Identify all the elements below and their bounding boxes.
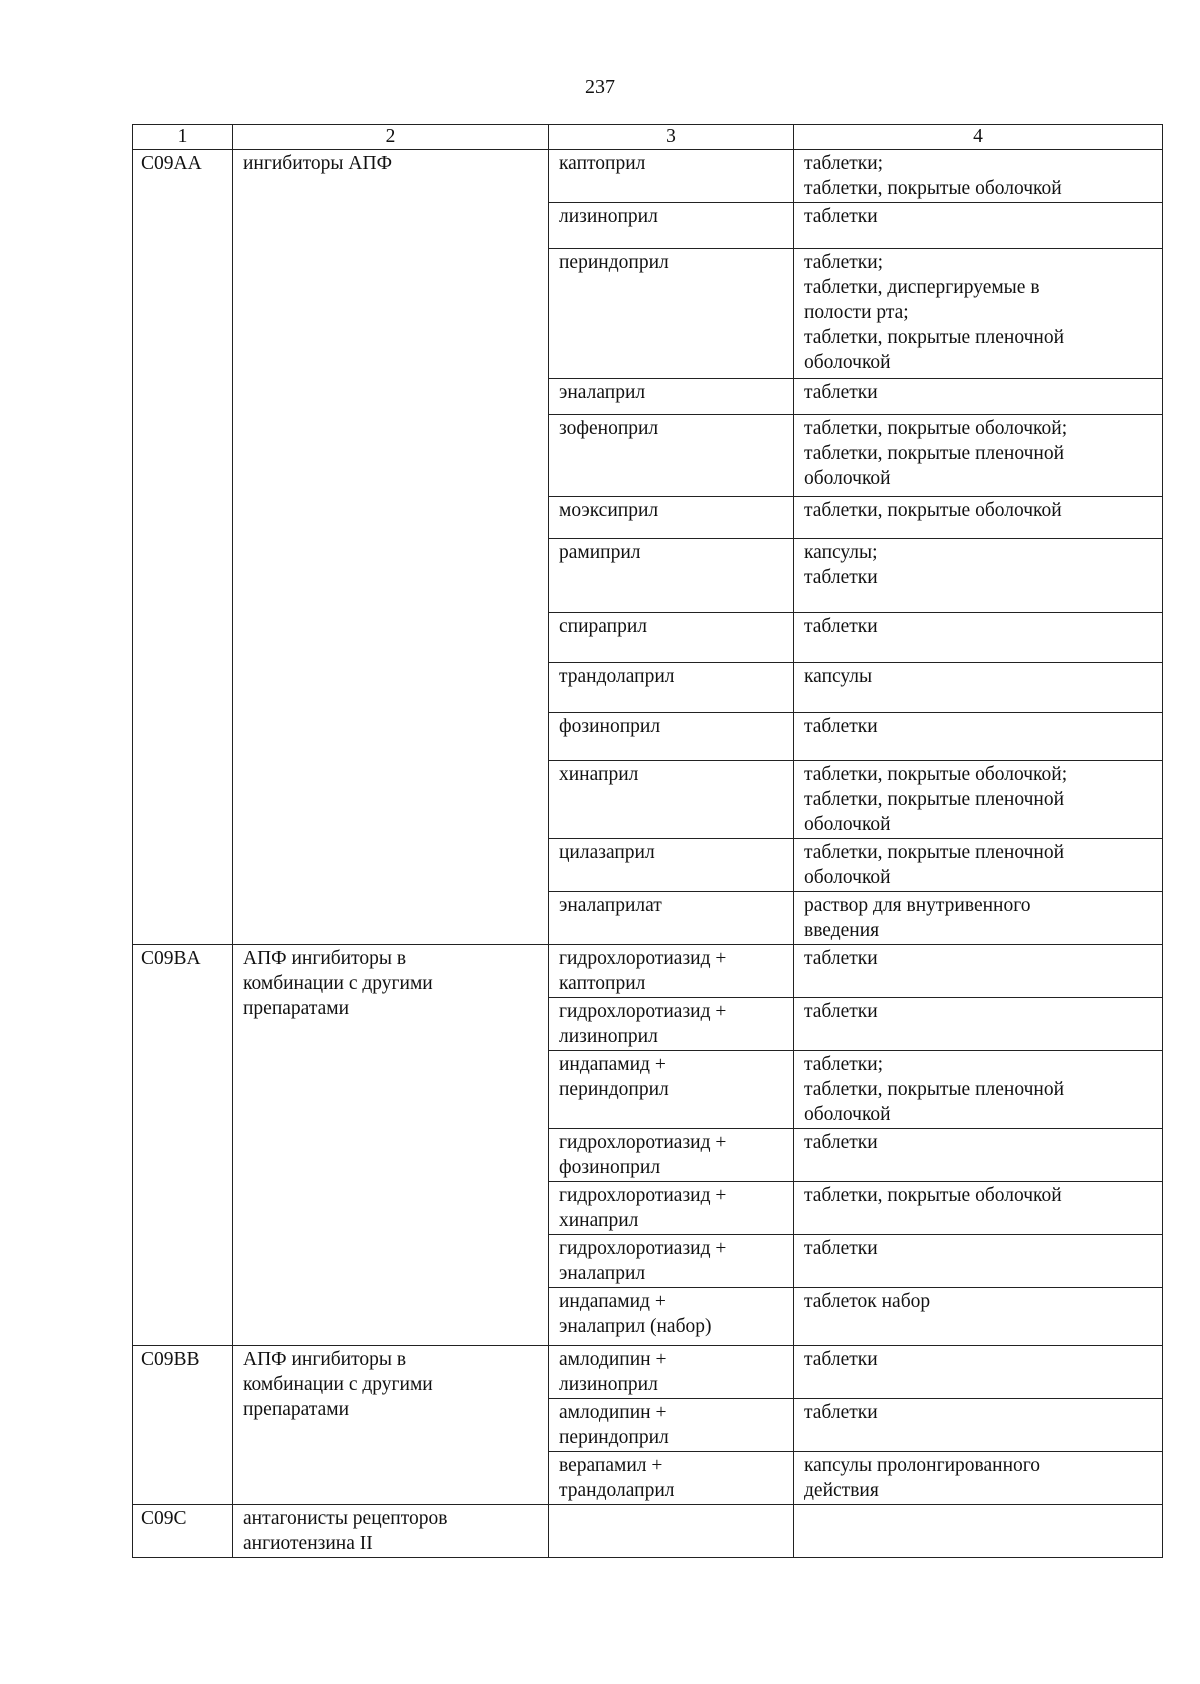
dosage-form-line: капсулы xyxy=(804,666,873,687)
table-row xyxy=(133,945,1163,998)
group-name-cell xyxy=(233,1505,549,1558)
dosage-form-cell xyxy=(794,1452,1163,1505)
group-name-line: препаратами xyxy=(243,1399,350,1420)
drug-name-cell xyxy=(549,203,794,249)
atc-code: C09C xyxy=(141,1508,187,1529)
dosage-form-line: раствор для внутривенного xyxy=(804,895,1031,916)
dosage-form-line: оболочкой xyxy=(804,468,891,489)
drug-name-line: хинаприл xyxy=(559,1210,639,1231)
dosage-form-line: таблетки, покрытые пленочной xyxy=(804,789,1065,810)
drug-name-line: эналаприлат xyxy=(559,895,662,916)
dosage-form-line: таблетки xyxy=(804,716,878,737)
group-name-line: ангиотензина II xyxy=(243,1533,373,1554)
drug-name-line: периндоприл xyxy=(559,252,669,273)
dosage-form-line: таблетки, покрытые оболочкой; xyxy=(804,418,1068,439)
group-name-cell xyxy=(233,945,549,1346)
drug-name-cell xyxy=(549,1452,794,1505)
drug-name-line: эналаприл (набор) xyxy=(559,1316,712,1337)
dosage-form-cell xyxy=(794,613,1163,663)
drug-name-cell xyxy=(549,892,794,945)
dosage-form-line: капсулы; xyxy=(804,542,878,563)
group-name-line: ингибиторы АПФ xyxy=(243,153,392,174)
dosage-form-line: таблетки, диспергируемые в xyxy=(804,277,1040,298)
drug-name-line: верапамил + xyxy=(559,1455,663,1476)
dosage-form-line: таблетки, покрытые пленочной xyxy=(804,1079,1065,1100)
drug-name-line: индапамид + xyxy=(559,1291,666,1312)
dosage-form-line: введения xyxy=(804,920,880,941)
drug-name-line: каптоприл xyxy=(559,153,646,174)
drug-name-line: трандолаприл xyxy=(559,1480,675,1501)
dosage-form-line: оболочкой xyxy=(804,867,891,888)
dosage-form-line: таблеток набор xyxy=(804,1291,931,1312)
dosage-form-line: таблетки xyxy=(804,206,878,227)
dosage-form-cell xyxy=(794,1235,1163,1288)
dosage-form-line: таблетки xyxy=(804,1238,878,1259)
dosage-form-cell xyxy=(794,1399,1163,1452)
drug-name-cell xyxy=(549,1399,794,1452)
drug-name-line: моэксиприл xyxy=(559,500,659,521)
drug-name-cell xyxy=(549,945,794,998)
drug-name-cell xyxy=(549,613,794,663)
drug-name-line: гидрохлоротиазид + xyxy=(559,1001,727,1022)
dosage-form-cell xyxy=(794,761,1163,839)
drug-name-line: эналаприл xyxy=(559,382,646,403)
drug-name-line: амлодипин + xyxy=(559,1349,667,1370)
drug-table xyxy=(132,124,1163,1558)
drug-name-line: периндоприл xyxy=(559,1079,669,1100)
dosage-form-cell xyxy=(794,150,1163,203)
page-number: 237 xyxy=(585,76,615,98)
atc-code: C09BA xyxy=(141,948,201,969)
drug-name-cell xyxy=(549,713,794,761)
dosage-form-line: таблетки; xyxy=(804,153,884,174)
drug-name-line: лизиноприл xyxy=(559,206,658,227)
drug-name-line: индапамид + xyxy=(559,1054,666,1075)
atc-code-cell xyxy=(133,150,233,945)
dosage-form-line: таблетки; xyxy=(804,1054,884,1075)
drug-name-line: амлодипин + xyxy=(559,1402,667,1423)
dosage-form-cell xyxy=(794,539,1163,613)
drug-name-line: периндоприл xyxy=(559,1427,669,1448)
dosage-form-line: оболочкой xyxy=(804,814,891,835)
drug-name-cell xyxy=(549,539,794,613)
dosage-form-cell xyxy=(794,663,1163,713)
dosage-form-line: таблетки xyxy=(804,1132,878,1153)
header-row xyxy=(133,125,1163,150)
drug-name-line: лизиноприл xyxy=(559,1374,658,1395)
dosage-form-line: таблетки, покрытые пленочной xyxy=(804,443,1065,464)
group-name-line: АПФ ингибиторы в xyxy=(243,1349,407,1370)
drug-name-cell xyxy=(549,663,794,713)
header-col-4: 4 xyxy=(794,125,1163,150)
drug-name-line: гидрохлоротиазид + xyxy=(559,1185,727,1206)
drug-name-cell xyxy=(549,497,794,539)
drug-name-line: лизиноприл xyxy=(559,1026,658,1047)
dosage-form-cell xyxy=(794,379,1163,415)
drug-name-line: трандолаприл xyxy=(559,666,675,687)
dosage-form-line: таблетки xyxy=(804,948,878,969)
dosage-form-cell xyxy=(794,1129,1163,1182)
dosage-form-cell xyxy=(794,249,1163,379)
dosage-form-line: таблетки, покрытые пленочной xyxy=(804,327,1065,348)
atc-code: C09BB xyxy=(141,1349,200,1370)
atc-code-cell xyxy=(133,1505,233,1558)
drug-name-cell xyxy=(549,379,794,415)
dosage-form-cell xyxy=(794,713,1163,761)
drug-name-line: фозиноприл xyxy=(559,716,661,737)
drug-name-cell xyxy=(549,1129,794,1182)
group-name-line: АПФ ингибиторы в xyxy=(243,948,407,969)
table-row xyxy=(133,1505,1163,1558)
drug-name-cell xyxy=(549,1288,794,1346)
atc-code: C09AA xyxy=(141,153,202,174)
dosage-form-line: таблетки, покрытые оболочкой xyxy=(804,500,1062,521)
drug-name-cell xyxy=(549,415,794,497)
dosage-form-line: таблетки; xyxy=(804,252,884,273)
drug-name-line: фозиноприл xyxy=(559,1157,661,1178)
dosage-form-line: оболочкой xyxy=(804,352,891,373)
dosage-form-line: оболочкой xyxy=(804,1104,891,1125)
dosage-form-line: полости рта; xyxy=(804,302,909,323)
drug-name-line: каптоприл xyxy=(559,973,646,994)
drug-name-cell xyxy=(549,1051,794,1129)
drug-name-cell xyxy=(549,998,794,1051)
drug-name-line: зофеноприл xyxy=(559,418,659,439)
header-col-1: 1 xyxy=(133,125,233,150)
drug-name-line: гидрохлоротиазид + xyxy=(559,948,727,969)
atc-code-cell xyxy=(133,1346,233,1505)
drug-name-line: спираприл xyxy=(559,616,648,637)
dosage-form-line: действия xyxy=(804,1480,879,1501)
drug-name-cell xyxy=(549,150,794,203)
drug-name-line: гидрохлоротиазид + xyxy=(559,1132,727,1153)
dosage-form-line: капсулы пролонгированного xyxy=(804,1455,1041,1476)
dosage-form-cell xyxy=(794,1288,1163,1346)
drug-name-cell xyxy=(549,839,794,892)
dosage-form-line: таблетки, покрытые оболочкой xyxy=(804,1185,1062,1206)
table-body xyxy=(133,150,1163,1558)
dosage-form-cell xyxy=(794,945,1163,998)
drug-name-line: эналаприл xyxy=(559,1263,646,1284)
table-row xyxy=(133,1346,1163,1399)
group-name-line: препаратами xyxy=(243,998,350,1019)
dosage-form-cell xyxy=(794,1182,1163,1235)
atc-code-cell xyxy=(133,945,233,1346)
dosage-form-line: таблетки xyxy=(804,1349,878,1370)
dosage-form-line: таблетки, покрытые оболочкой xyxy=(804,178,1062,199)
header-col-2: 2 xyxy=(233,125,549,150)
dosage-form-cell xyxy=(794,415,1163,497)
drug-name-cell xyxy=(549,1182,794,1235)
table-row xyxy=(133,150,1163,203)
drug-name-line: хинаприл xyxy=(559,764,639,785)
drug-name-line: гидрохлоротиазид + xyxy=(559,1238,727,1259)
dosage-form-line: таблетки xyxy=(804,1402,878,1423)
dosage-form-line: таблетки xyxy=(804,616,878,637)
dosage-form-line: таблетки xyxy=(804,1001,878,1022)
group-name-cell xyxy=(233,1346,549,1505)
header-col-3: 3 xyxy=(549,125,794,150)
dosage-form-line: таблетки, покрытые оболочкой; xyxy=(804,764,1068,785)
dosage-form-cell xyxy=(794,497,1163,539)
dosage-form-cell xyxy=(794,1346,1163,1399)
dosage-form-line: таблетки xyxy=(804,382,878,403)
dosage-form-cell xyxy=(794,998,1163,1051)
group-name-line: комбинации с другими xyxy=(243,973,433,994)
group-name-line: комбинации с другими xyxy=(243,1374,433,1395)
drug-name-cell xyxy=(549,1235,794,1288)
drug-name-cell xyxy=(549,1505,794,1558)
dosage-form-line: таблетки, покрытые пленочной xyxy=(804,842,1065,863)
dosage-form-cell xyxy=(794,839,1163,892)
drug-name-cell xyxy=(549,761,794,839)
dosage-form-cell xyxy=(794,203,1163,249)
group-name-line: антагонисты рецепторов xyxy=(243,1508,448,1529)
dosage-form-cell xyxy=(794,892,1163,945)
drug-name-cell xyxy=(549,249,794,379)
drug-name-line: цилазаприл xyxy=(559,842,655,863)
dosage-form-cell xyxy=(794,1505,1163,1558)
drug-name-cell xyxy=(549,1346,794,1399)
dosage-form-line: таблетки xyxy=(804,567,878,588)
group-name-cell xyxy=(233,150,549,945)
dosage-form-cell xyxy=(794,1051,1163,1129)
drug-name-line: рамиприл xyxy=(559,542,641,563)
